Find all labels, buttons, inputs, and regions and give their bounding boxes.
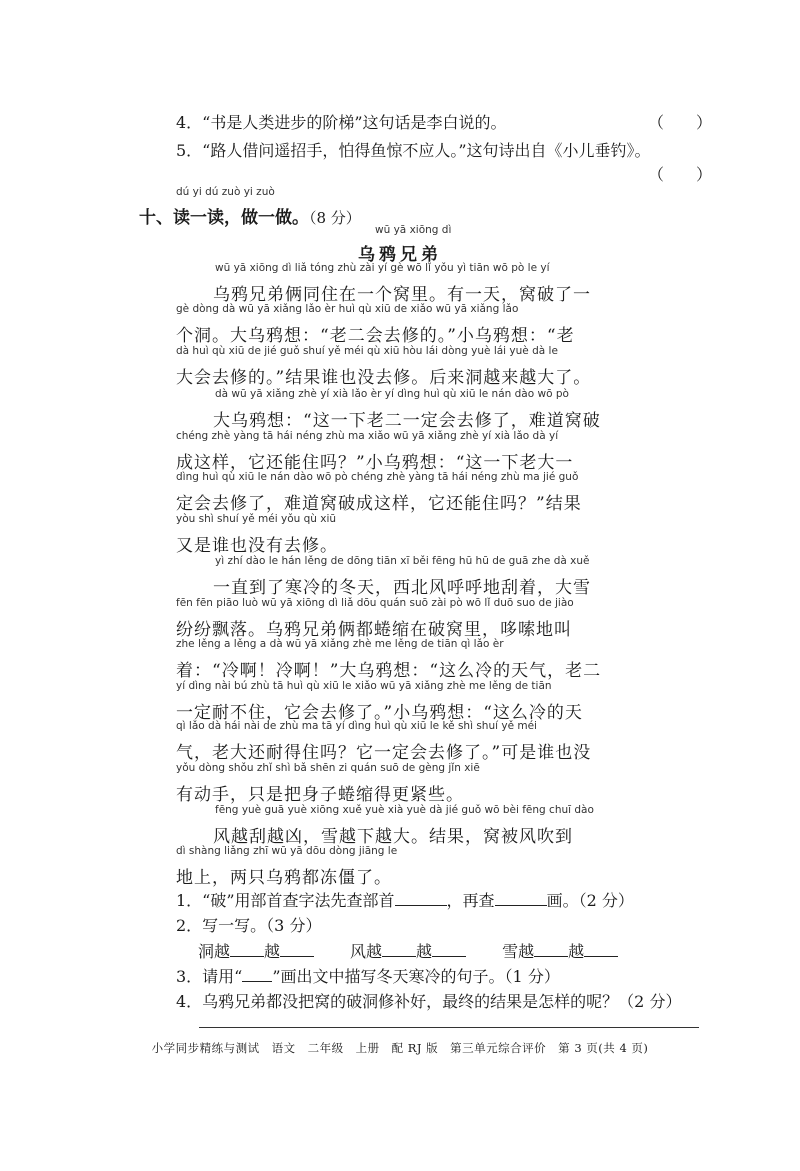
question-1 <box>176 888 634 911</box>
story-line: 有动手，只是把身子蜷缩得更紧些。 <box>176 785 464 805</box>
fill-item-1-a: 洞越 <box>198 942 231 961</box>
story-pinyin: gè dòng dà wū yā xiǎng lǎo èr huì qù xiū de xiǎo wū yā xiǎng lǎo <box>176 303 519 315</box>
question-2-items <box>198 939 618 962</box>
story-line: 纷纷飘落。乌鸦兄弟俩都蜷缩在破窝里，哆嗦地叫 <box>176 620 572 640</box>
story-line: 又是谁也没有去修。 <box>176 536 338 556</box>
underline-sample <box>242 967 272 982</box>
story-pinyin: fēn fēn piāo luò wū yā xiōng dì liǎ dōu quán suō zài pò wō lǐ duō suo de jiào <box>176 597 574 609</box>
question-3 <box>176 964 560 987</box>
story-pinyin: dì shàng liǎng zhī wū yā dōu dòng jiāng le <box>176 845 398 857</box>
stroke-count-blank[interactable] <box>495 891 547 906</box>
story-line: 大乌鸦想：“这一下老二一定会去修了，难道窝破 <box>213 411 601 431</box>
story-line: 着：“冷啊！冷啊！”大乌鸦想：“这么冷的天气，老二 <box>176 661 602 681</box>
story-pinyin: qì lǎo dà hái nài de zhù ma tā yí dìng huì qù xiū le kě shì shuí yě méi <box>176 720 537 732</box>
story-line: 定会去修了，难道窝破成这样，它还能住吗？”结果 <box>176 494 582 514</box>
question-3-part-b: ”画出文中描写冬天寒冷的句子。（1 分） <box>272 967 560 986</box>
fill-blank[interactable] <box>432 942 466 957</box>
story-line: 一定耐不住，它会去修了。”小乌鸦想：“这么冷的天 <box>176 703 583 723</box>
section-pinyin: dú yi dú zuò yi zuò <box>176 186 275 198</box>
fill-item-1 <box>198 942 314 961</box>
story-pinyin: yí dìng nài bú zhù tā huì qù xiū le xiǎo wū yā xiǎng zhè me lěng de tiān <box>176 680 552 692</box>
question-4-open: 4．乌鸦兄弟都没把窝的破洞修补好，最终的结果是怎样的呢？（2 分） <box>176 992 682 1011</box>
story-pinyin: wū yā xiōng dì liǎ tóng zhù zài yí gè wō lǐ yǒu yì tiān wō pò le yí <box>215 262 550 274</box>
section-points: （8 分） <box>309 209 361 227</box>
fill-item-3 <box>502 942 618 961</box>
story-line: 成这样，它还能住吗？”小乌鸦想：“这一下老大一 <box>176 453 574 473</box>
answer-paren-4[interactable]: （ ） <box>648 113 713 132</box>
story-line: 地上，两只乌鸦都冻僵了。 <box>176 868 392 888</box>
question-4-text: 4．“书是人类进步的阶梯”这句话是李白说的。 <box>176 113 507 132</box>
fill-item-3-a: 雪越 <box>502 942 535 961</box>
story-title: 乌鸦兄弟 <box>358 245 442 265</box>
question-1-part-c: 画。（2 分） <box>546 891 634 910</box>
fill-blank[interactable] <box>584 942 618 957</box>
fill-blank[interactable] <box>382 942 416 957</box>
story-pinyin: fēng yuè guā yuè xiōng xuě yuè xià yuè dà jié guǒ wō bèi fēng chuī dào <box>215 804 594 816</box>
story-line: 乌鸦兄弟俩同住在一个窝里。有一天，窝破了一 <box>213 285 591 305</box>
question-5-text: 5．“路人借问遥招手，怕得鱼惊不应人。”这句诗出自《小儿垂钓》。 <box>176 141 651 160</box>
story-pinyin: yǒu dòng shǒu zhǐ shì bǎ shēn zi quán suō de gèng jǐn xiē <box>176 762 480 774</box>
radical-blank[interactable] <box>395 891 447 906</box>
fill-item-2 <box>350 942 466 961</box>
page-footer: 小学同步精练与测试 语文 二年级 上册 配 RJ 版 第三单元综合评价 第 3 页(共 4 页) <box>151 1041 649 1055</box>
fill-item-3-b: 越 <box>568 942 585 961</box>
question-1-part-a: 1．“破”用部首查字法先查部首 <box>176 891 395 910</box>
story-pinyin: dà wū yā xiǎng zhè yí xià lǎo èr yí dìng huì qù xiū le nán dào wō pò <box>215 388 569 400</box>
story-pinyin: dìng huì qù xiū le nán dào wō pò chéng zhè yàng tā hái néng zhù ma jié guǒ <box>176 471 579 483</box>
question-3-part-a: 3．请用“ <box>176 967 243 986</box>
question-2-label: 2．写一写。（3 分） <box>176 916 322 935</box>
footer-divider <box>199 1027 699 1028</box>
story-line: 一直到了寒冷的冬天，西北风呼呼地刮着，大雪 <box>213 578 591 598</box>
story-pinyin: dà huì qù xiū de jié guǒ shuí yě méi qù xiū hòu lái dòng yuè lái yuè dà le <box>176 345 558 357</box>
story-pinyin: zhe lěng a lěng a dà wū yā xiǎng zhè me lěng de tiān qì lǎo èr <box>176 638 504 650</box>
story-line: 气，老大还耐得住吗？它一定会去修了。”可是谁也没 <box>176 743 592 763</box>
fill-item-2-a: 风越 <box>350 942 383 961</box>
story-pinyin: yòu shì shuí yě méi yǒu qù xiū <box>176 513 337 525</box>
fill-blank[interactable] <box>534 942 568 957</box>
story-title-pinyin: wū yā xiōng dì <box>375 224 452 236</box>
fill-blank[interactable] <box>280 942 314 957</box>
answer-paren-5[interactable]: （ ） <box>648 165 713 184</box>
story-pinyin: yì zhí dào le hán lěng de dōng tiān xī běi fēng hū hū de guā zhe dà xuě <box>215 555 590 567</box>
fill-item-2-b: 越 <box>416 942 433 961</box>
story-line: 风越刮越凶，雪越下越大。结果，窝被风吹到 <box>213 827 573 847</box>
story-pinyin: chéng zhè yàng tā hái néng zhù ma xiǎo wū yā xiǎng zhè yí xià lǎo dà yí <box>176 430 559 442</box>
fill-blank[interactable] <box>230 942 264 957</box>
question-1-part-b: ，再查 <box>446 891 495 910</box>
story-line: 大会去修的。”结果谁也没去修。后来洞越来越大了。 <box>176 368 592 388</box>
section-label: 十、读一读，做一做。 <box>139 208 309 228</box>
story-line: 个洞。大乌鸦想：“老二会去修的。”小乌鸦想：“老 <box>176 326 575 346</box>
fill-item-1-b: 越 <box>264 942 281 961</box>
section-heading <box>139 203 361 228</box>
